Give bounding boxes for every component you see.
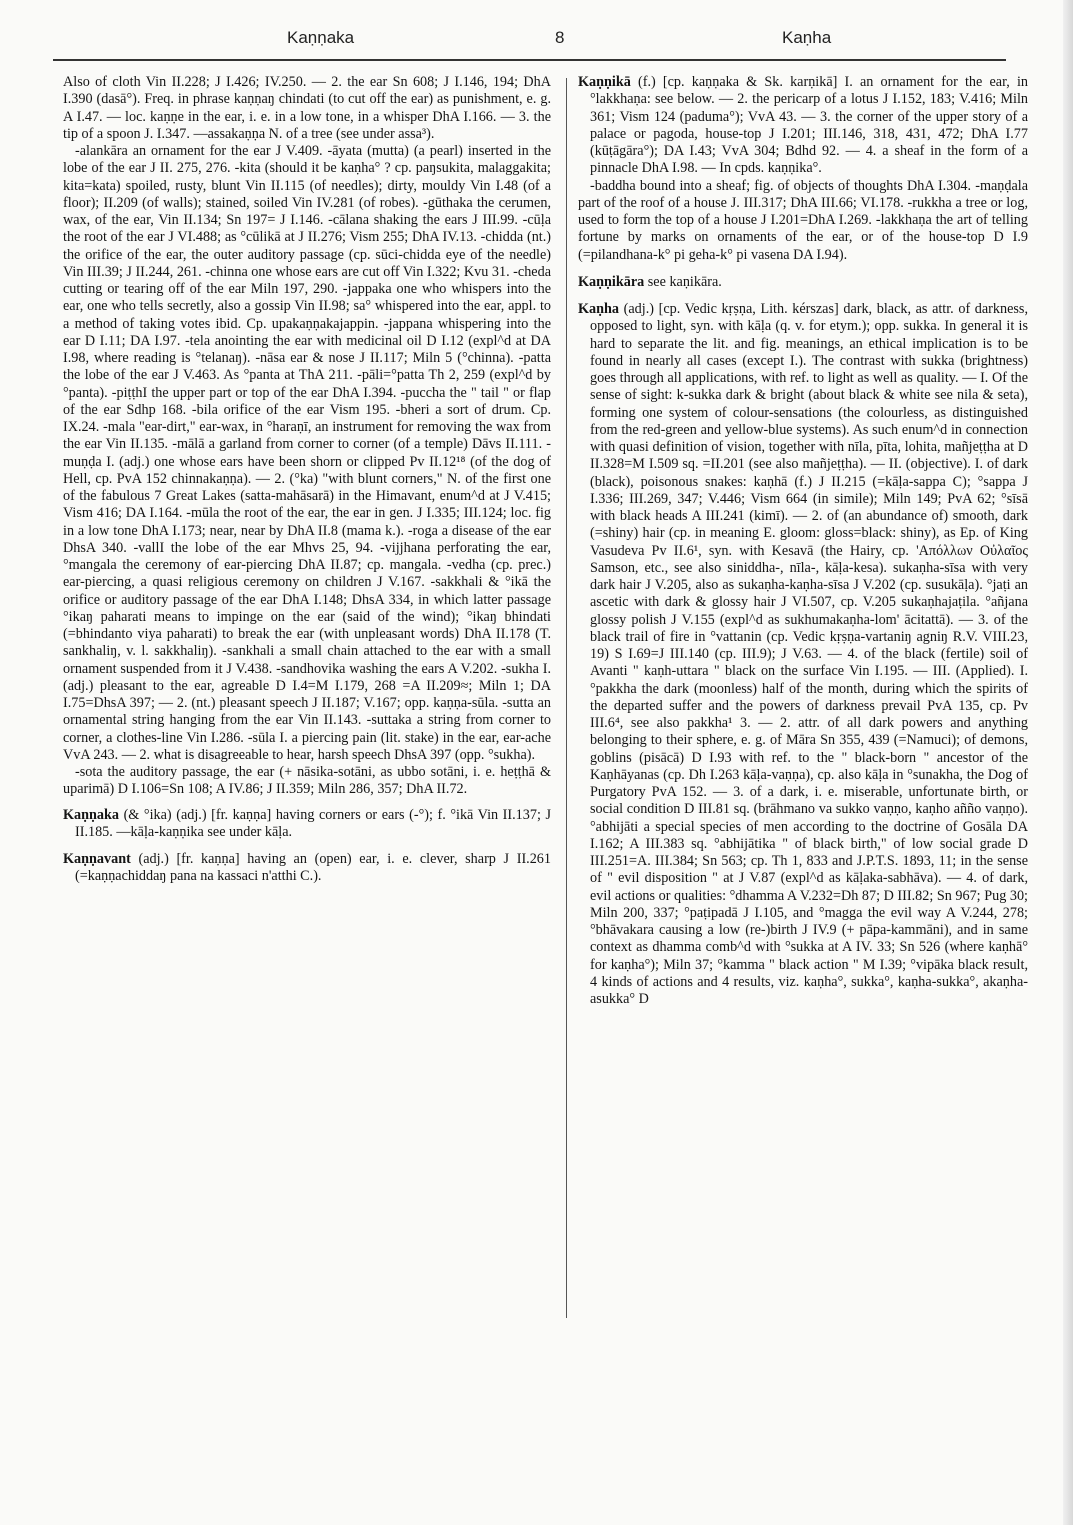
- page-number: 8: [555, 28, 565, 47]
- continuation-paragraph: Also of cloth Vin II.228; J I.426; IV.250. — 2. the ear Sn 608; J I.146, 194; DhA I.390 (dasā°). Freq. in phrase kaṇṇaŋ chindati (to cut off the ear) as punishment, e. g. A I.47. — loc. kaṇṇe in the ear, i. e. in a low tone, in a whisper DhA I.166. — 3. the tip of a spoon J. I.347. —assakaṇṇa N. of a tree (see under assa³).: [63, 74, 551, 142]
- entry-headword: Kaṇha: [578, 301, 620, 317]
- continuation-compounds: -alankāra an ornament for the ear J V.409. -āyata (mutta) (a pearl) inserted in the lobe of the ear J II. 275, 276. -kita (should it be kaṇha° ? cp. paŋsukita, malaggakita; kita=kata) spoiled, rusty, blunt Vin II.115 (of needles); dirty, mouldy Vin I.48 (of a floor); II.209 (of walls); stained, soiled Vin IV.281 (of robes). -gūthaka the cerumen, wax, of the ear, Vin II.134; Sn 197= J I.146. -cālana shaking the ears J III.99. -cūḷa the root of the ear J VI.488; as °cūlikā at J II.276; Vism 255; DhA IV.13. -chidda (nt.) the orifice of the ear, the outer auditory passage (cp. sūci-chidda eye of the needle) Vin III.39; J II.244, 261. -chinna one whose ears are cut off Vin I.322; Kvu 31. -cheda cutting or tearing off of the ear Miln 197, 290. -jappaka one who whispers into the ear, one who tells secretly, also a gossip Vin II.98; sa° whispered into the ear, appl. to a method of taking votes ibid. Cp. upakaṇṇakajappin. -jappana whispering into the ear D I.11; DA I.97. -tela anointing the ear with medicinal oil D I.12 (expl^d at DA I.98, where reading is °telanaŋ). -nāsa ear & nose J II.117; Miln 5 (°chinna). -patta the lobe of the ear J V.463. As °panta at ThA 211. -pāli=°patta Th 2, 259 (expl^d by °panta). -piṭṭhI the upper part or top of the ear DhA I.394. -puccha the " tail " or flap of the ear Sdhp 168. -bila orifice of the ear Vism 195. -bheri a sort of drum. Cp. IX.24. -mala "ear-dirt," ear-wax, in °haraṇī, an instrument for removing the wax from the ear Vin II.135. -mālā a garland from corner to corner (of a temple) Dāvs II.111. -muṇḍa I. (adj.) one whose ears have been shorn or clipped Pv II.12¹⁸ (of the dog of Hell, cp. PvA 152 chinnakaṇṇa). — 2. (°ka) "with blunt corners," N. of the first one of the fabulous 7 Great Lakes (satta-mahāsarā) in the Himavant, enum^d at J V.415; Vism 416; DA I.164. -mūla the root of the ear, the ear in gen. J I.335; III.124; loc. fig in a low tone DhA I.173; near, near by DhA II.8 (mama k.). -roga a disease of the ear DhsA 340. -vallI the lobe of the ear Mhvs 25, 94. -vijjhana perforating the ear, °mangala the ceremony of ear-piercing DhA II.87; cp. mangala. -vedha (cp. prec.) ear-piercing, a quasi religious ceremony on children J V.167. -sakkhali & °ikā the orifice or auditory passage of the ear DhA I.148; DhsA 334, in which latter passage °ikaŋ paharati means to impinge on the ear (said of the wind); °ikaŋ bhindati (=bhindanto viya paharati) to break the ear (with unpleasant words) DhA II.178 (T. sankhaliŋ, v. l. sakkhaliŋ). -sankhali a small chain attached to the ear with a small ornament suspended from it J V.438. -sandhovika washing the ears A V.202. -sukha I. (adj.) pleasant to the ear, agreable D I.4=M I.179, 268 =A II.209≈; Miln 1; DA I.75=DhsA 397; — 2. (nt.) pleasant speech J II.187; V.167; opp. kaṇṇa-sūla. -sutta an ornamental string hanging from the ear Vin II.143. -suttaka a string from corner to corner, a clothes-line Vin I.286. -sūla I. a piercing pain (lit. stake) in the ear, ear-ache VvA 243. — 2. what is disagreeable to hear, harsh speech DhsA 397 (opp. °sukha).: [63, 143, 551, 763]
- entry-headword: Kaṇṇavant: [63, 851, 131, 867]
- left-column: [63, 74, 551, 896]
- entry-headword: Kaṇṇaka: [63, 806, 119, 823]
- header-left-headword: Kaṇṇaka: [287, 28, 355, 47]
- right-column: [578, 74, 1028, 1018]
- dictionary-entry: [578, 274, 1028, 291]
- dictionary-entry: [578, 74, 1028, 264]
- column-divider: [566, 78, 567, 1318]
- entry-body: (adj.) [fr. kaṇṇa] having an (open) ear, i. e. clever, sharp J II.261 (=kaṇṇachiddaŋ pana na kassaci n'atthi C.).: [75, 851, 551, 885]
- page-edge-shadow: [1063, 0, 1073, 1525]
- header-right-headword: Kaṇha: [782, 28, 832, 47]
- dictionary-entry: [578, 301, 1028, 1008]
- running-header: [52, 28, 1010, 52]
- entry-body: (adj.) [cp. Vedic kṛṣṇa, Lith. kérszas] dark, black, as attr. of darkness, opposed to light, syn. with kāḷa (q. v. for etym.); opp. sukka. In general it is hard to separate the lit. and fig. meanings, an ethical implication is to be found in nearly all cases (except I.). The contrast with sukka (brightness) goes through all applications, with ref. to light as well as quality. — I. Of the sense of sight: k-sukka dark & bright (about black & white see nila & seta), forming one system of colour-sensations (the colourless, as distinguished from the red-green and yellow-blue systems). As such enum^d in connection with quasi definition of vision, together with nīla, pīta, lohita, mañjeṭṭha at D II.328=M I.509 sq. =II.201 (see also mañjeṭṭha). — II. (objective). I. of dark (black), poisonous snakes: kaṇhā (f.) J II.215 (=kāḷa-sappa C); °sappa J I.336; III.269, 347; V.446; Vism 664 (in simile); Miln 149; PvA 62; °sīsā with black heads A III.241 (kimī). — 2. of (an abundance of) smooth, dark (=shiny) hair (cp. in meaning E. gloom: gloss=black: shiny), as Ep. of King Vasudeva Pv II.6¹, syn. with Kesavā (the Hairy, cp. 'Απόλλων Οὐλαῖος Samson, etc., see also siniddha-, nīla-, kāḷa-kesa). sukaṇha-sīsa with very dark hair J V.205, also as sukaṇha-kaṇha-sīsa J V.202 (cp. susukāḷa). °jaṭi an ascetic with dark & glossy hair J VI.507, cp. V.205 sukaṇhajaṭila. °añjana glossy polish J V.155 (expl^d as sukhumakaṇha-lom' ācitattā). — 3. of the black trail of fire in °vattanin (cp. Vedic kṛṣṇa-vartaniŋ agniŋ R.V. VIII.23, 19) S I.69=J III.140 (cp. III.9); J V.63. — 4. of the black (fertile) soil of Avanti " kaṇh-uttara " black on the surface Vin I.195. — III. (Applied). I. °pakkha the dark (moonless) half of the month, during which the spirits of the departed suffer and the powers of darkness prevail PvA 135, cp. Pv III.6⁴, see also pakkha¹ 3. — 2. attr. of all dark powers and anything belonging to their sphere, e. g. of Māra Sn 355, 439 (=Namuci); of demons, goblins (pisācā) D I.93 with ref. to the " black-born " ancestor of the Kaṇhāyanas (cp. Dh I.263 kāḷa-vaṇṇa), cp. also kāḷa in °sunakha, the Dog of Purgatory PvA 152. — 3. of a dark, i. e. miserable, unfortunate birth, or social condition D III.81 sq. (brāhmano va sukko vaṇṇo, kaṇho añño vaṇṇo). °abhijāti a special species of men according to the doctrine of Gosāla DA I.162; A III.383 sq. °abhijātika " of black birth," of low social grade D III.251=A. III.384; Sn 563; cp. Th 1, 833 and J.P.T.S. 1893, 11; in the sense of " evil disposition " at J V.87 (expl^d as kāḷaka-sabhāva). — 4. of dark, evil actions or qualities: °dhamma A V.232=Dh 87; D III.82; Sn 967; Pug 30; Miln 200, 337; °paṭipadā J I.105, and °magga the evil way A V.244, 278; °bhāvakara causing a low (re-)birth J IV.9 (+ pāpa-kammāni), and in same context as dhamma comb^d with °sukka at A IV. 33; Sn 526 (where kaṇhā° for kaṇha°); Miln 37; °kamma " black action " M I.39; °vipāka black result, 4 kinds of actions and 4 results, viz. kaṇha°, sukka°, kaṇha-sukka°, akaṇha-asukka° D: [590, 301, 1028, 1007]
- dictionary-entry: [63, 851, 551, 886]
- entry-headword: Kaṇṇikā: [578, 74, 631, 90]
- header-rule: [53, 59, 1006, 61]
- entry-body: see kaṇikāra.: [644, 273, 722, 290]
- entry-compounds: -baddha bound into a sheaf; fig. of objects of thoughts DhA I.304. -maṇḍala part of the roof of a house J. III.317; DhA III.66; VI.178. -rukkha a tree or log, used to form the top of a house J I.201=DhA I.269. -lakkhaṇa the art of telling fortune by marks on ornaments of the ear, or of the house-top D I.9 (=pilandhana-k° pi geha-k° pi vasena DA I.94).: [578, 177, 1028, 263]
- entry-body: (f.) [cp. kaṇṇaka & Sk. karṇikā] I. an ornament for the ear, in °lakkhaṇa: see below. — 2. the pericarp of a lotus J I.152, 183; V.416; Miln 361; Vism 124 (paduma°); VvA 43. — 3. the corner of the upper story of a palace or pagoda, house-top J I.201; III.146, 318, 431, 472; DhA I.77 (kūṭāgāra°); DA I.43; VvA 304; Bdhd 92. — 4. a sheaf in the form of a pinnacle DhA I.98. — In cpds. kaṇṇika°.: [590, 74, 1028, 177]
- entry-body: (& °ika) (adj.) [fr. kaṇṇa] having corners or ears (-°); f. °ikā Vin II.137; J II.185. —kāḷa-kaṇṇika see under kāḷa.: [75, 806, 551, 840]
- continuation-compounds-end: -sota the auditory passage, the ear (+ nāsika-sotāni, as ubbo sotāni, i. e. heṭṭhā & uparimā) D I.106=Sn 108; A IV.86; J II.359; Miln 286, 357; DhA II.72.: [63, 764, 551, 798]
- entry-headword: Kaṇṇikāra: [578, 273, 645, 290]
- dictionary-entry: [63, 807, 551, 842]
